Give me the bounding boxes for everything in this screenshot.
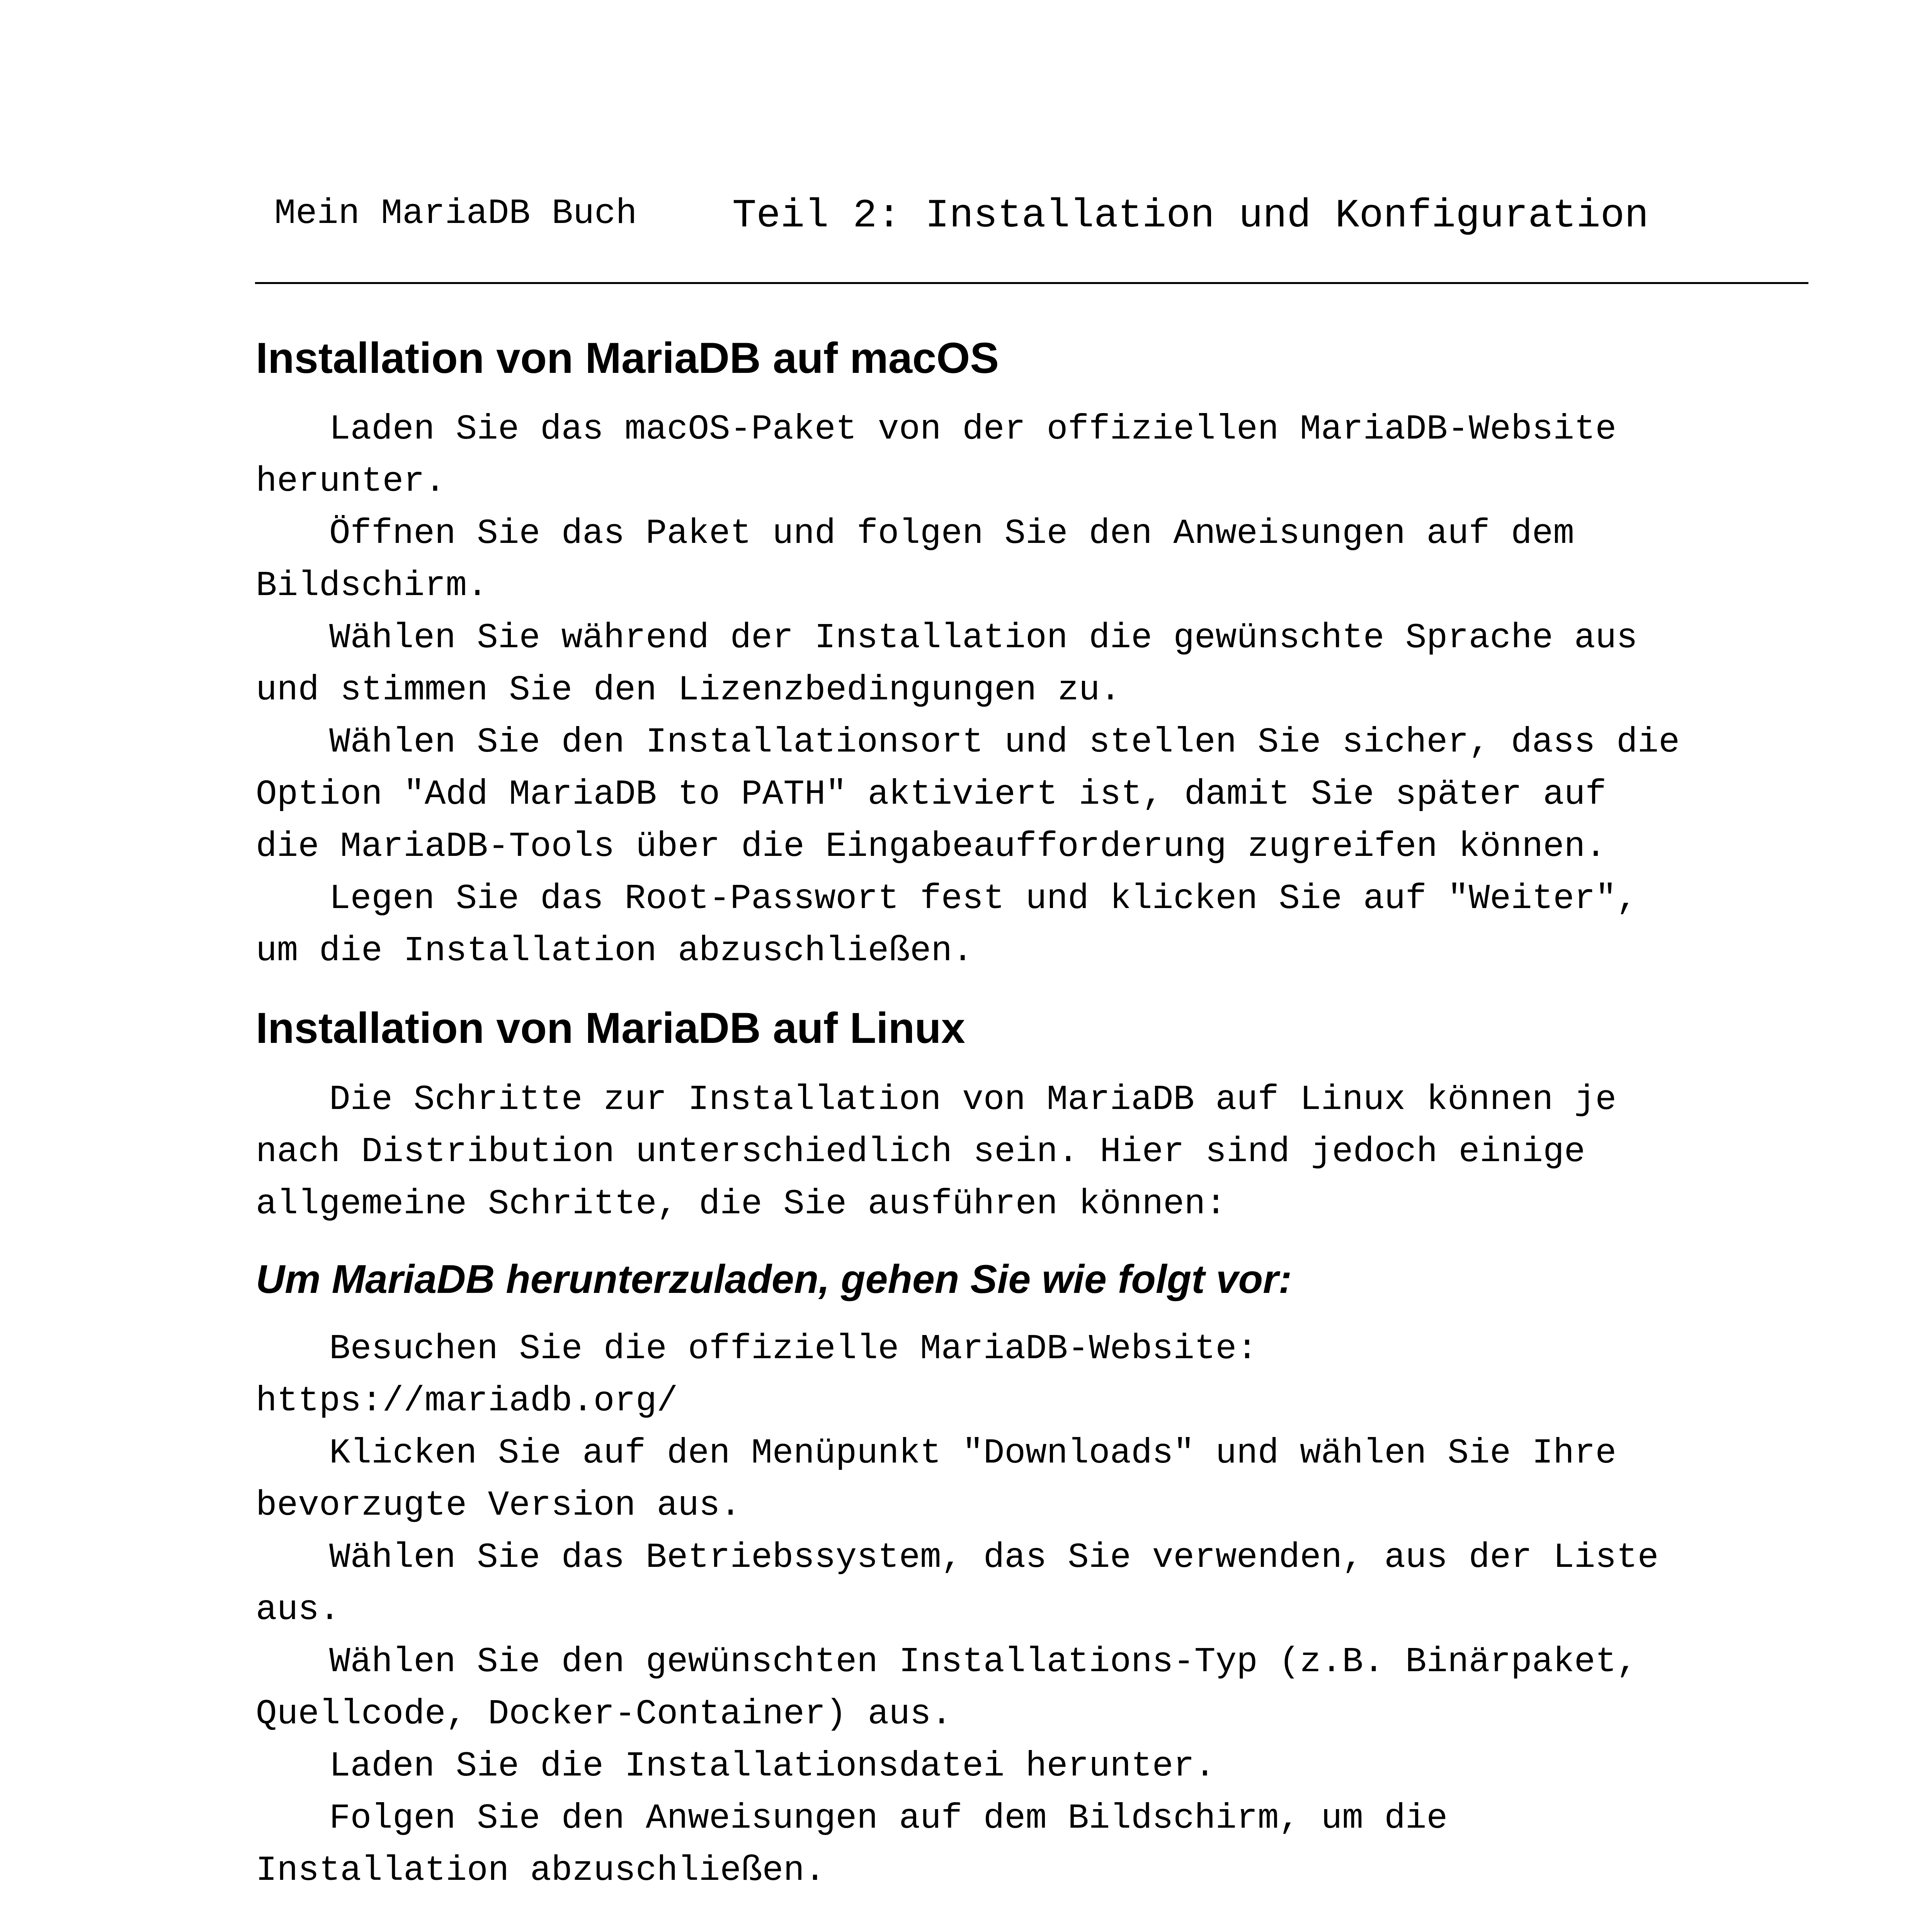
download-steps [256, 1323, 1686, 1932]
download-step: Laden Sie die Installationsdatei herunter. [329, 1746, 1216, 1786]
macos-step: Wählen Sie während der Installation die gewünschte Sprache aus und stimmen Sie den Lizenzbedingungen zu. [256, 618, 1638, 711]
download-step: Klicken Sie auf den Menüpunkt "Downloads" und wählen Sie Ihre bevorzugte Version aus. [256, 1433, 1617, 1526]
macos-step: Öffnen Sie das Paket und folgen Sie den Anweisungen auf dem Bildschirm. [256, 514, 1574, 606]
header-divider [255, 282, 1808, 284]
linux-intro [256, 1074, 1686, 1230]
download-step: Besuchen Sie die offizielle MariaDB-Website: https://mariadb.org/ [256, 1329, 1258, 1421]
download-step: Folgen Sie den Anweisungen auf dem Bildschirm, um die Installation abzuschließen. [256, 1798, 1448, 1891]
running-header-book-title: Mein MariaDB Buch [274, 193, 637, 234]
page-body [256, 332, 1686, 1932]
download-heading: Um MariaDB herunterzuladen, gehen Sie wie folgt vor: [256, 1257, 1292, 1302]
download-step: Wählen Sie das Betriebssystem, das Sie verwenden, aus der Liste aus. [256, 1537, 1659, 1630]
macos-step: Wählen Sie den Installationsort und stellen Sie sicher, dass die Option "Add MariaDB to PATH" aktiviert ist, damit Sie später auf die MariaDB-Tools über die Eingabeaufforderung zugreifen können. [256, 723, 1680, 867]
linux-intro-paragraph: Die Schritte zur Installation von MariaDB auf Linux können je nach Distribution unterschiedlich sein. Hier sind jedoch einige allgemeine Schritte, die Sie ausführen können: [256, 1080, 1617, 1224]
macos-step: Legen Sie das Root-Passwort fest und klicken Sie auf "Weiter", um die Installation abzuschließen. [256, 879, 1638, 971]
download-step: Wählen Sie den gewünschten Installations-Typ (z.B. Binärpaket, Quellcode, Docker-Container) aus. [256, 1642, 1638, 1734]
macos-steps [256, 403, 1686, 977]
section-heading-macos: Installation von MariaDB auf macOS [256, 334, 999, 382]
running-header-part-title: Teil 2: Installation und Konfiguration [732, 193, 1649, 239]
blank-line [256, 1897, 1686, 1932]
macos-step: Laden Sie das macOS-Paket von der offiziellen MariaDB-Website herunter. [256, 410, 1617, 502]
section-heading-linux: Installation von MariaDB auf Linux [256, 1004, 965, 1053]
